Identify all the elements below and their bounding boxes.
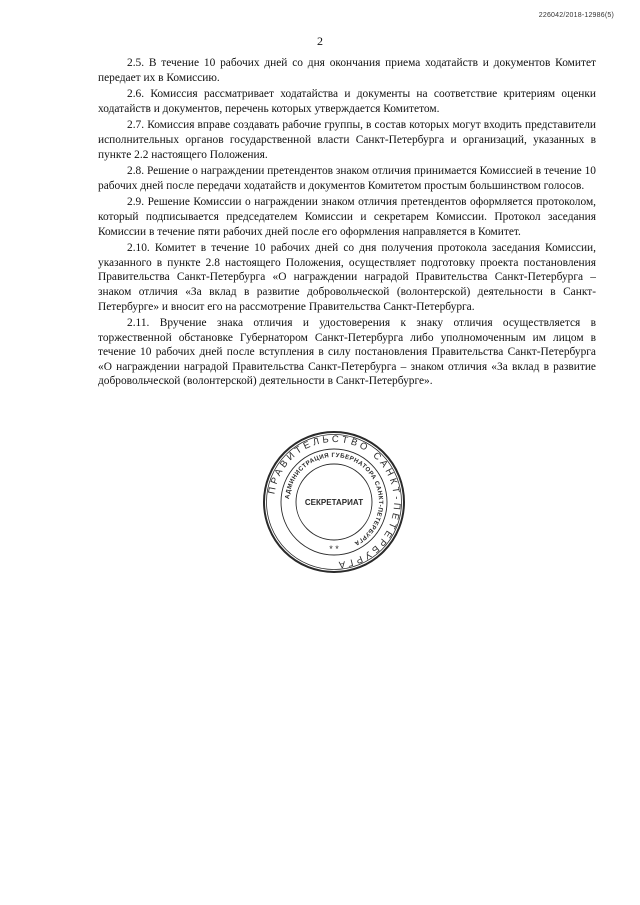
seal-inner-text: АДМИНИСТРАЦИЯ ГУБЕРНАТОРА САНКТ-ПЕТЕРБУРГА xyxy=(284,451,385,547)
seal-center-text: СЕКРЕТАРИАТ xyxy=(304,498,364,507)
paragraph-2-8: 2.8. Решение о награждении претендентов знаком отличия принимается Комиссией в течение 10 рабочих дней после передачи ходатайств и документов Комитетом простым большинством голосов. xyxy=(98,165,596,192)
seal-outer-text: ПРАВИТЕЛЬСТВО САНКТ-ПЕТЕРБУРГА xyxy=(266,433,403,571)
paragraph-2-6: 2.6. Комиссия рассматривает ходатайства и документы на соответствие критериям оценки ходатайств и документов, перечень которых утверждается Комитетом. xyxy=(98,88,596,115)
paragraph-2-7: 2.7. Комиссия вправе создавать рабочие группы, в состав которых могут входить представители исполнительных органов государственной власти Санкт-Петербурга и организаций, указанных в пункте 2.2 настоящего Положения. xyxy=(98,119,596,161)
paragraph-2-10: 2.10. Комитет в течение 10 рабочих дней со дня получения протокола заседания Комиссии, указанного в пункте 2.8 настоящего Положения, осуществляет подготовку проекта постановления Правительства Санкт-Петербурга «О награждении наградой Правительства Санкт-Петербурга – знаком отличия «За вклад в развитие добровольческой (волонтерской) деятельности в Санкт-Петербурге» и вносит его на рассмотрение Правительства Санкт-Петербурга. xyxy=(98,242,596,313)
paragraph-2-11: 2.11. Вручение знака отличия и удостоверения к знаку отличия осуществляется в торжественной обстановке Губернатором Санкт-Петербурга либо уполномоченным им лицом в течение 10 рабочих дней после вступления в силу постановления Правительства Санкт-Петербурга «О награждении наградой Правительства Санкт-Петербурга – знаком отличия «За вклад в развитие добровольческой (волонтерской) деятельности в Санкт-Петербурге». xyxy=(98,317,596,388)
document-body xyxy=(98,56,596,391)
document-id: 226042/2018-12986(5) xyxy=(538,12,614,19)
official-seal xyxy=(262,430,406,574)
seal-graphic xyxy=(262,430,406,574)
paragraph-2-5: 2.5. В течение 10 рабочих дней со дня окончания приема ходатайств и документов Комитет передает их в Комиссию. xyxy=(98,57,596,84)
paragraph-2-9: 2.9. Решение Комиссии о награждении знаком отличия претендентов оформляется протоколом, который подписывается председателем Комиссии и секретарем Комиссии. Протокол заседания Комиссии в течение пяти рабочих дней после его оформления направляется в Комитет. xyxy=(98,196,596,238)
page-number: 2 xyxy=(317,34,323,48)
seal-stars: * * xyxy=(329,544,339,554)
